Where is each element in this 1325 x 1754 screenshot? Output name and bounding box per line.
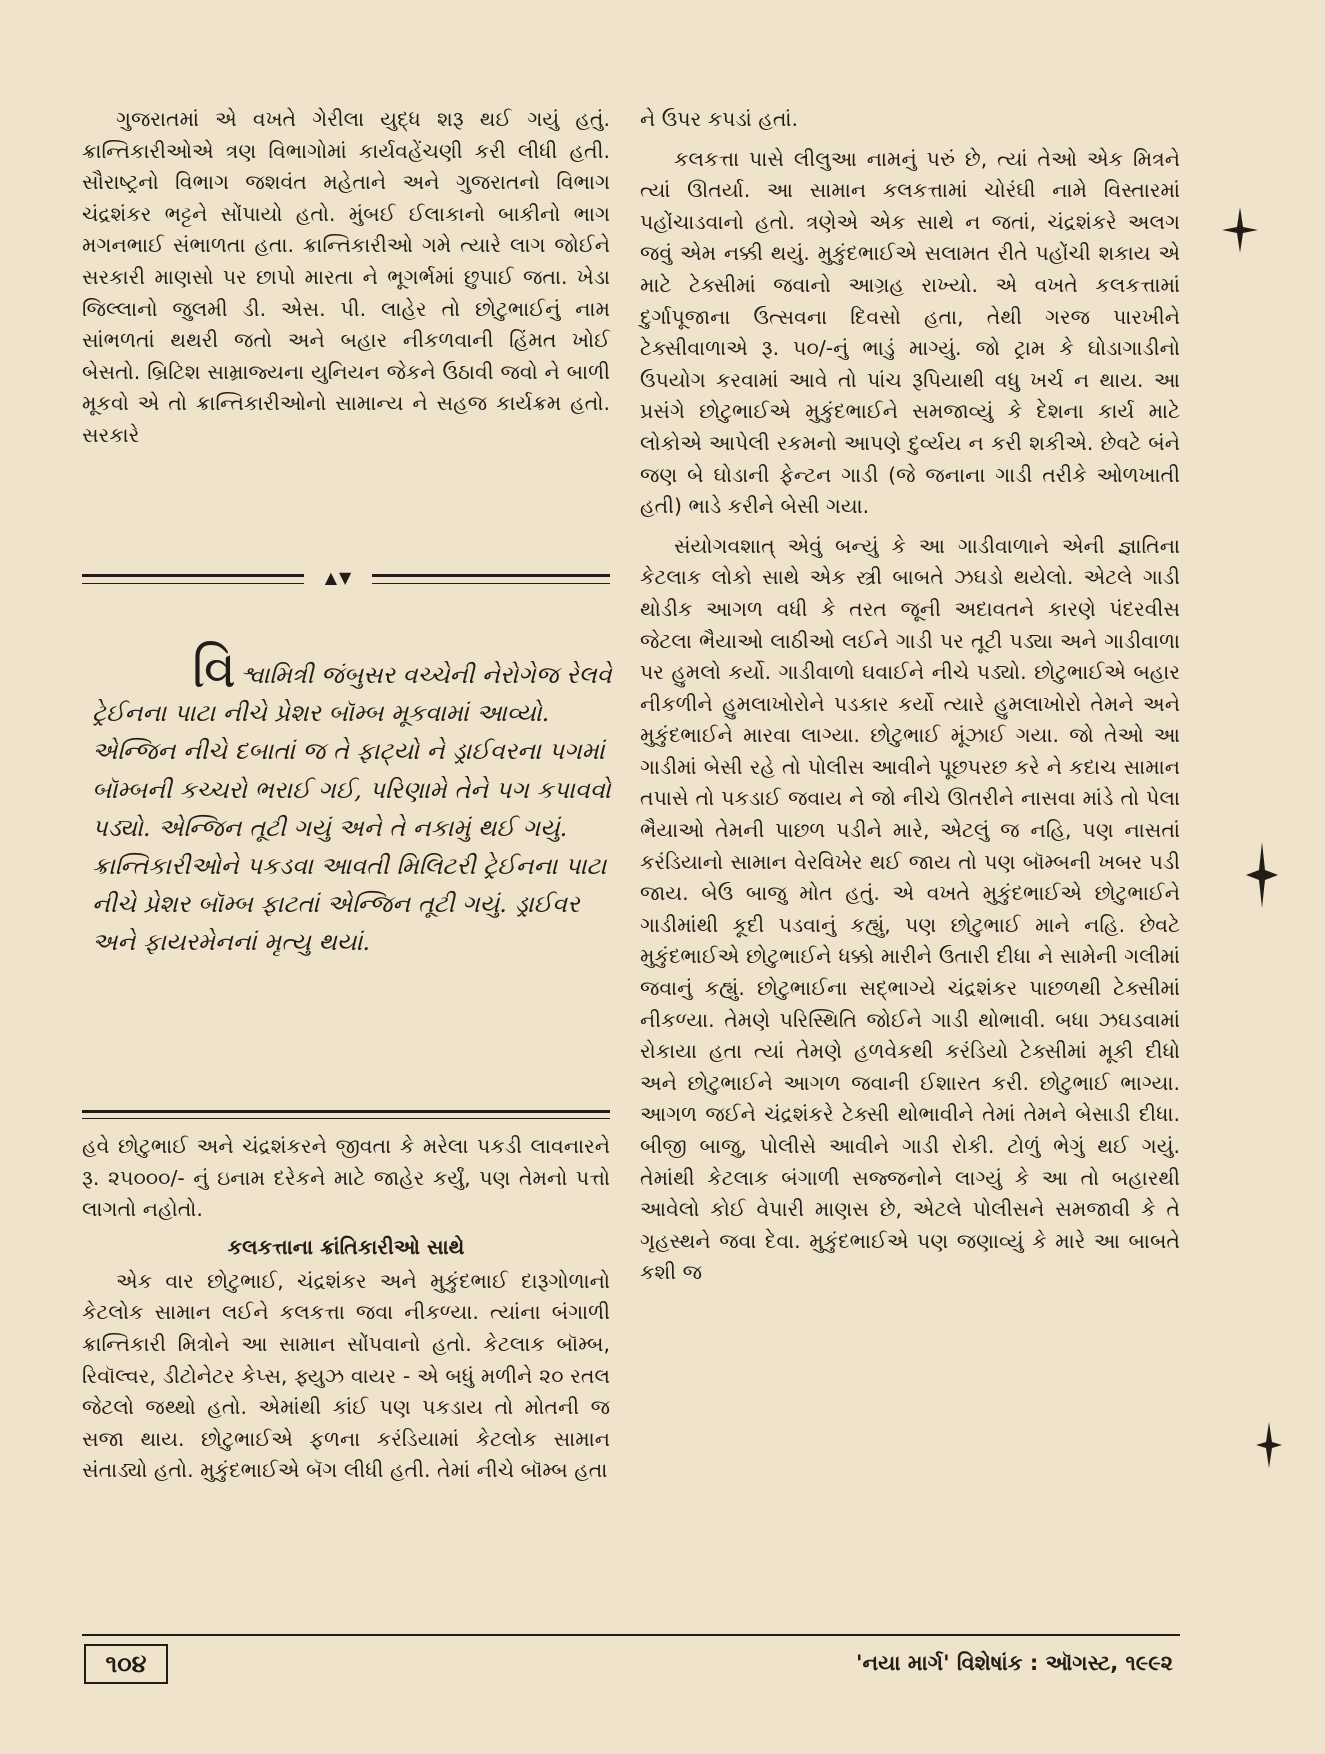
callout-text: શ્વામિત્રી જંબુસર વચ્ચેની નેરોગેજ રેલવે ટ્રેઈનના પાટા નીચે પ્રેશર બૉમ્બ મૂકવામાં આવ્યો. એન્જિન નીચે દબાતાં જ તે ફાટ્યો ને ડ્રાઈવરના પગમાં બૉમ્બની કચ્ચરો ભરાઈ ગઈ, પરિણામે તેને પગ કપાવવો પડ્યો. એન્જિન તૂટી ગયું અને તે નકામું થઈ ગયું. ક્રાન્તિકારીઓને પકડવા આવતી મિલિટરી ટ્રેઈનના પાટા નીચે પ્રેશર બૉમ્બ ફાટતાં એન્જિન તૂટી ગયું. ડ્રાઈવર અને ફાયરમેનનાં મૃત્યુ થયાં.	[92, 661, 612, 957]
punch-hole-mark-icon	[1220, 205, 1260, 255]
punch-hole-mark-icon	[1254, 1420, 1284, 1470]
callout-dropcap: વિ	[192, 640, 237, 700]
separator-line-right	[372, 574, 610, 584]
separator-line-left	[82, 574, 304, 584]
right-paragraph-3: સંયોગવશાત્ એવું બન્યું કે આ ગાડીવાળાને એની જ્ઞાતિના કેટલાક લોકો સાથે એક સ્ત્રી બાબતે ઝઘડો થયેલો. એટલે ગાડી થોડીક આગળ વધી કે તરત જૂની અદાવતને કારણે પંદરવીસ જેટલા ભૈયાઓ લાઠીઓ લઈને ગાડી પર તૂટી પડ્યા અને ગાડીવાળા પર હુમલો કર્યો. ગાડીવાળો ઘવાઈને નીચે પડ્યો. છોટુભાઈએ બહાર નીકળીને હુમલાખોરોને પડકાર કર્યો ત્યારે હુમલાખોરો તેમને અને મુકુંદભાઈને મારવા લાગ્યા. છોટુભાઈ મૂંઝાઈ ગયા. જો તેઓ આ ગાડીમાં બેસી રહે તો પોલીસ આવીને પૂછપરછ કરે ને કદાચ સામાન તપાસે તો પકડાઈ જવાય ને જો નીચે ઊતરીને નાસવા માંડે તો પેલા ભૈયાઓ તેમની પાછળ પડીને મારે, એટલું જ નહિ, પણ નાસતાં કરંડિયાનો સામાન વેરવિખેર થઈ જાય તો પણ બૉમ્બની ખબર પડી જાય. બેઉ બાજુ મોત હતું. એ વખતે મુકુંદભાઈએ છોટુભાઈને ગાડીમાંથી કૂદી પડવાનું કહ્યું, પણ છોટુભાઈ માને નહિ. છેવટે મુકુંદભાઈએ છોટુભાઈને ધક્કો મારીને ઉતારી દીધા ને સામેની ગલીમાં જવાનું કહ્યું. છોટુભાઈના સદ્ભાગ્યે ચંદ્રશંકર પાછળથી ટેક્સીમાં નીકળ્યા. તેમણે પરિસ્થિતિ જોઈને ગાડી થોભાવી. બધા ઝઘડવામાં રોકાયા હતા ત્યાં તેમણે હળવેકથી કરંડિયો ટેક્સીમાં મૂકી દીધો અને છોટુભાઈને આગળ જવાની ઈશારત કરી. છોટુભાઈ ભાગ્યા. આગળ જઈને ચંદ્રશંકરે ટેક્સી થોભાવીને તેમાં તેમને બેસાડી દીધા. બીજી બાજુ, પોલીસે આવીને ગાડી રોકી. ટોળું ભેગું થઈ ગયું. તેમાંથી કેટલાક બંગાળી સજ્જનોને લાગ્યું કે આ તો બહારથી આવેલો કોઈ વેપારી માણસ છે, એટલે પોલીસને સમજાવી કે તે ગૃહસ્થને જવા દેવા. મુકુંદભાઈએ પણ જણાવ્યું કે મારે આ બાબતે કશી જ	[640, 533, 1180, 1285]
right-paragraph-1: ને ઉપર કપડાં હતાં.	[640, 107, 798, 131]
page-number: ૧૦૪	[84, 1644, 168, 1684]
left-column-lower	[82, 1131, 610, 1487]
callout-bottom-rule	[82, 1110, 610, 1119]
left-paragraph: ગુજરાતમાં એ વખતે ગેરીલા યુદ્ધ શરૂ થઈ ગયું હતું. ક્રાન્તિકારીઓએ ત્રણ વિભાગોમાં કાર્યવહેંચણી કરી લીધી હતી. સૌરાષ્ટ્રનો વિભાગ જશવંત મહેતાને અને ગુજરાતનો વિભાગ ચંદ્રશંકર ભટ્ટને સોંપાયો હતો. મુંબઈ ઈલાકાનો બાકીનો ભાગ મગનભાઈ સંભાળતા હતા. ક્રાન્તિકારીઓ ગમે ત્યારે લાગ જોઈને સરકારી માણસો પર છાપો મારતા ને ભૂગર્ભમાં છુપાઈ જતા. ખેડા જિલ્લાનો જુલમી ડી. એસ. પી. લાહેર તો છોટુભાઈનું નામ સાંભળતાં થથરી જતો અને બહાર નીકળવાની હિંમત ખોઈ બેસતો. બ્રિટિશ સામ્રાજ્યના યુનિયન જેકને ઉઠાવી જવો ને બાળી મૂકવો એ તો ક્રાન્તિકારીઓનો સામાન્ય ને સહજ કાર્યક્રમ હતો. સરકારે	[82, 107, 610, 447]
section-subheading: કલકત્તાના ક્રાંતિકારીઓ સાથે	[227, 1234, 465, 1259]
punch-hole-mark-icon	[1244, 840, 1280, 910]
footer-rule	[82, 1634, 1180, 1636]
calcutta-paragraph: એક વાર છોટુભાઈ, ચંદ્રશંકર અને મુકુંદભાઈ દારૂગોળાનો કેટલોક સામાન લઈને કલકત્તા જવા નીકળ્યા. ત્યાંના બંગાળી ક્રાન્તિકારી મિત્રોને આ સામાન સોંપવાનો હતો. કેટલાક બૉમ્બ, રિવૉલ્વર, ડીટોનેટર કેપ્સ, ફ્યુઝ વાયર - એ બધું મળીને ૨૦ રતલ જેટલો જથ્થો હતો. એમાંથી કાંઈ પણ પકડાય તો મોતની જ સજા થાય. છોટુભાઈએ ફળના કરંડિયામાં કેટલોક સામાન સંતાડ્યો હતો. મુકુંદભાઈએ બૅગ લીધી હતી. તેમાં નીચે બૉમ્બ હતા	[82, 1268, 610, 1483]
callout-box	[92, 640, 612, 962]
ornament-triangles-icon: ▲▼	[324, 568, 354, 587]
left-column	[82, 104, 610, 452]
right-paragraph-2: કલકત્તા પાસે લીલુઆ નામનું પરું છે, ત્યાં તેઓ એક મિત્રને ત્યાં ઊતર્યા. આ સામાન કલકત્તામાં ચોરંઘી નામે વિસ્તારમાં પહોંચાડવાનો હતો. ત્રણેએ એક સાથે ન જતાં, ચંદ્રશંકરે અલગ જવું એમ નક્કી થયું. મુકુંદભાઈએ સલામત રીતે પહોંચી શકાય એ માટે ટેક્સીમાં જવાનો આગ્રહ રાખ્યો. એ વખતે કલકત્તામાં દુર્ગાપૂજાના ઉત્સવના દિવસો હતા, તેથી ગરજ પારખીને ટેક્સીવાળાએ રૂ. ૫૦/-નું ભાડું માગ્યું. જો ટ્રામ કે ઘોડાગાડીનો ઉપયોગ કરવામાં આવે તો પાંચ રૂપિયાથી વધુ ખર્ચ ન થાય. આ પ્રસંગે છોટુભાઈએ મુકુંદભાઈને સમજાવ્યું કે દેશના કાર્ય માટે લોકોએ આપેલી રકમનો આપણે દુર્વ્યય ન કરી શકીએ. છેવટે બંને જણ બે ઘોડાની ફેન્ટન ગાડી (જે જનાના ગાડી તરીકે ઓળખાતી હતી) ભાડે કરીને બેસી ગયા.	[640, 146, 1180, 519]
publication-title: 'નયા માર્ગ' વિશેષાંક : ઑગસ્ટ, ૧૯૯૨	[856, 1651, 1173, 1675]
right-column	[640, 104, 1180, 1289]
reward-paragraph: હવે છોટુભાઈ અને ચંદ્રશંકરને જીવતા કે મરેલા પકડી લાવનારને રૂ. ૨૫૦૦૦/- નું ઇનામ દરેકને માટે જાહેર કર્યું, પણ તેમનો પત્તો લાગતો નહોતો.	[82, 1134, 610, 1222]
